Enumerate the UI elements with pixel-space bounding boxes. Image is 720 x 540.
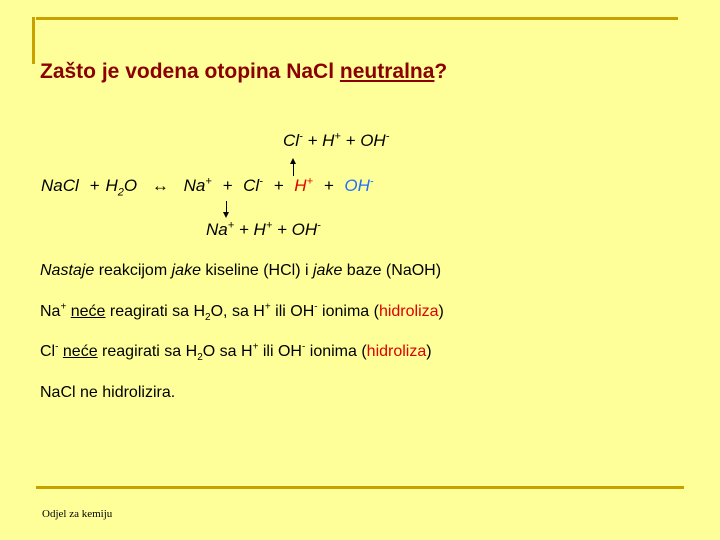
word-nece: neće <box>62 343 98 360</box>
ion-na: Na <box>40 303 61 320</box>
word-hidroliza: hidroliza <box>366 343 427 360</box>
ion-h: H <box>322 131 335 150</box>
plus: + <box>273 176 284 195</box>
title-question-mark: ? <box>434 60 448 83</box>
charge: - <box>259 175 263 188</box>
ion-cl: Cl <box>283 131 300 150</box>
ion-na: Na <box>206 220 228 239</box>
word-jake: jake <box>171 262 201 279</box>
arrow-up-line <box>293 163 294 176</box>
charge: - <box>299 130 303 143</box>
text: ili OH <box>258 343 302 360</box>
plus: + <box>323 176 334 195</box>
word-hidroliza: hidroliza <box>378 303 439 320</box>
subscript: 2 <box>205 312 211 324</box>
ion-na: Na <box>183 176 206 195</box>
charge: + <box>227 219 235 232</box>
text: ili OH <box>270 303 315 320</box>
charge: + <box>60 301 67 313</box>
ion-oh: OH <box>360 131 386 150</box>
slide-title <box>40 60 447 84</box>
word-nece: neće <box>70 303 106 320</box>
plus: + <box>234 220 254 239</box>
charge: - <box>314 301 318 313</box>
title-underlined-word: neutralna <box>339 60 435 83</box>
charge: - <box>369 175 374 188</box>
frame-left-line <box>32 17 35 64</box>
ion-h: H <box>253 220 266 239</box>
word-jake: jake <box>312 262 343 279</box>
reaction-main <box>41 175 374 199</box>
text: ) <box>438 303 444 320</box>
plus: + <box>222 176 233 195</box>
charge: - <box>385 130 390 143</box>
ion-cl: Cl <box>40 343 56 360</box>
text: reagirati sa H <box>105 303 206 320</box>
text: ionima ( <box>305 343 367 360</box>
title-text: Zašto je vodena otopina NaCl <box>40 60 340 83</box>
ion-h: H <box>294 176 307 195</box>
reactant-nacl: NaCl <box>41 176 79 195</box>
statement-cl-no-hydrolysis <box>40 341 432 364</box>
charge: - <box>317 219 321 232</box>
text: O sa H <box>202 343 253 360</box>
text: kiseline (HCl) i <box>200 262 313 279</box>
charge: + <box>334 130 341 143</box>
word-nastaje: Nastaje <box>40 262 95 279</box>
footer-label: Odjel za kemiju <box>42 508 113 520</box>
charge: + <box>306 175 314 188</box>
charge: - <box>55 341 59 353</box>
frame-top-line <box>36 17 678 20</box>
ion-oh: OH <box>344 176 370 195</box>
text: ) <box>426 343 432 360</box>
charge: + <box>265 219 273 232</box>
charge: - <box>301 341 306 353</box>
plus: + <box>302 131 323 150</box>
charge: + <box>252 341 259 353</box>
subscript: 2 <box>117 186 124 199</box>
ion-oh: OH <box>291 220 318 239</box>
plus: + <box>340 131 361 150</box>
text: ionima ( <box>317 303 379 320</box>
arrow-down-icon <box>223 212 229 218</box>
charge: + <box>205 175 212 188</box>
plus: + <box>89 176 100 195</box>
reaction-bottom-products <box>206 220 321 240</box>
subscript: 2 <box>197 352 203 364</box>
charge: + <box>264 301 271 313</box>
reactant-water-o: O <box>123 176 138 195</box>
equilibrium-arrow-icon: ↔ <box>151 176 169 195</box>
reactant-water: H <box>105 176 118 195</box>
statement-strong-acid-base <box>40 262 441 280</box>
statement-na-no-hydrolysis <box>40 301 444 324</box>
reaction-top-products <box>283 131 389 151</box>
frame-bottom-line <box>36 486 684 489</box>
statement-conclusion: NaCl ne hidrolizira. <box>40 384 176 401</box>
text: O, sa H <box>210 303 265 320</box>
text: baze (NaOH) <box>342 262 442 279</box>
ion-cl: Cl <box>243 176 260 195</box>
text: reakcijom <box>94 262 172 279</box>
text: reagirati sa H <box>97 343 198 360</box>
plus: + <box>272 220 292 239</box>
